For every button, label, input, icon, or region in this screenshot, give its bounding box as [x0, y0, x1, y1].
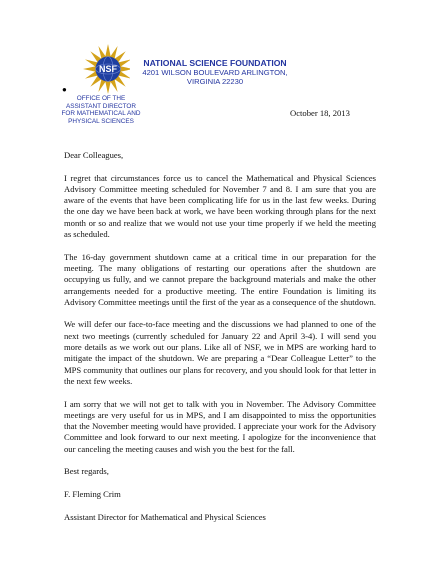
office-block [60, 95, 142, 125]
address-line: 4201 WILSON BOULEVARD ARLINGTON, [142, 68, 288, 77]
letter-date: October 18, 2013 [290, 108, 350, 118]
seal-text: NSF [99, 64, 117, 75]
signer-name: F. Fleming Crim [64, 488, 121, 499]
paragraph: I am sorry that we will not get to talk with you in November. The Advisory Committee meetings are very useful for us in MPS, and I am disappointed to miss the opportunities that the November meeting would have provided. I appreciate your work for the Advisory Committee and look forward to our next meeting. I apologize for the inconvenience that our canceling the meeting causes and wish you the best for the fall. [64, 398, 376, 454]
address-line: VIRGINIA 22230 [186, 77, 244, 87]
office-line: FOR MATHEMATICAL AND [61, 110, 141, 118]
paragraph: I regret that circumstances force us to cancel the Mathematical and Physical Sciences Advisory Committee meeting scheduled for November 7 and 8. I am sure that you are aware of the events that have been complicating life for us in the last few weeks. During the one day we have been back at work, we have been working through plans for the next month or so and realize that we would not use your time properly if we held the meeting as scheduled. [64, 172, 376, 240]
paragraph: We will defer our face-to-face meeting and the discussions we had planned to one of the next two meetings (currently scheduled for January 22 and April 3-4). I will send you more details as we work out our plans. Like all of NSF, we in MPS are working hard to mitigate the impact of the shutdown. We are preparing a “Dear Colleague Letter” to the MPS community that outlines our plans for recovery, and you should look for that letter in the next few weeks. [64, 319, 376, 386]
office-line: OFFICE OF THE [76, 95, 126, 102]
office-line: ASSISTANT DIRECTOR [66, 102, 136, 110]
letterhead [140, 58, 290, 86]
bullet-dot: ● [62, 85, 67, 94]
closing: Best regards, [64, 466, 109, 477]
office-line: PHYSICAL SCIENCES [68, 117, 134, 125]
salutation: Dear Colleagues, [64, 150, 124, 160]
org-name: NATIONAL SCIENCE FOUNDATION [143, 58, 287, 68]
paragraph: The 16-day government shutdown came at a critical time in our preparation for the meeting. The many obligations of restarting our operations after the shutdown are occupying us fully, and we cannot prepare the background materials and make the other arrangements needed for a productive meeting. The entire Foundation is limiting its Advisory Committee meetings until the first of the year as a consequence of the shutdown. [64, 251, 376, 307]
letter-body [64, 150, 376, 534]
signer-title: Assistant Director for Mathematical and Physical Sciences [64, 511, 266, 522]
